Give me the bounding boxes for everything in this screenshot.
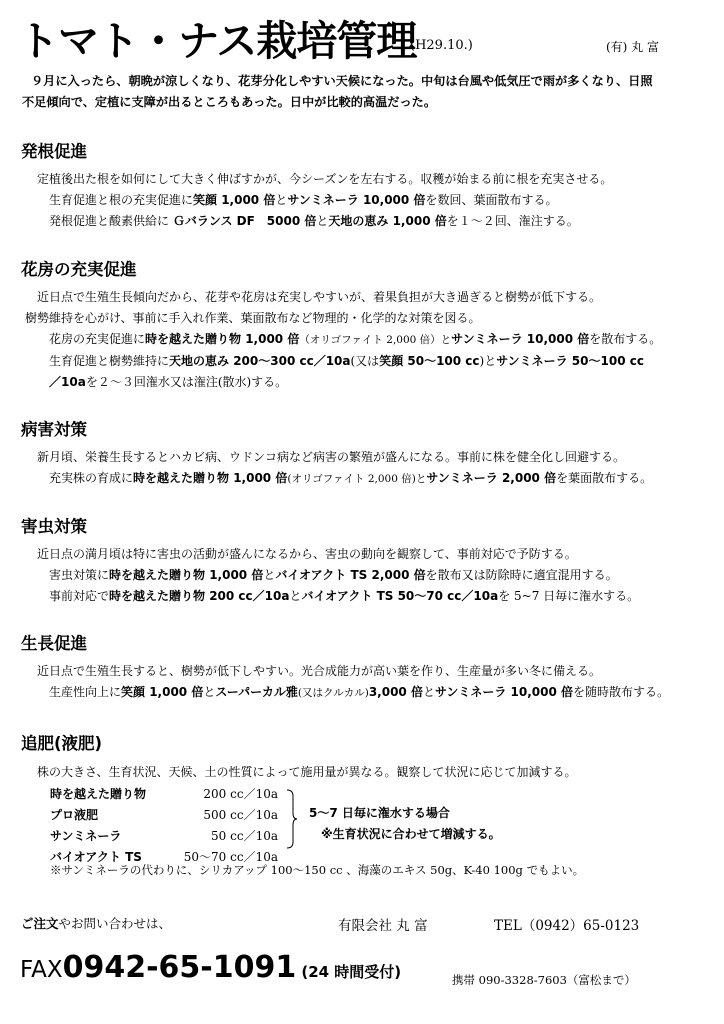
list-item: [50, 805, 350, 826]
fertilizer-amount: 500 cc／10a: [203, 808, 278, 822]
section-body-fert: [25, 762, 715, 783]
product-egao: 笑顔 1,000 倍: [193, 193, 276, 207]
fertilizer-amount: 50 cc／10a: [211, 829, 278, 843]
section-title-disease: 病害対策: [21, 420, 87, 439]
rooting-line-3: 発根促進と酸素供給に Ｇバランス DF 5000 倍と天地の恵み 1,000 倍を１～２回、潅注する。: [49, 214, 579, 228]
header: [18, 16, 708, 66]
flower-line-3: 花房の充実促進に時を越えた贈り物 1,000 倍（オリゴファイト 2,000 倍）とサンミネーラ 10,000 倍を散布する。: [49, 332, 662, 346]
flower-line-1: 近日点で生殖生長傾向だから、花芽や花房は充実しやすいが、着果負担が大き過ぎると樹勢が低下する。: [37, 290, 602, 304]
growth-line-2: 生産性向上に笑顔 1,000 倍とスーパーカル雅(又はクルカル)3,000 倍とサンミネーラ 10,000 倍を随時散布する。: [49, 685, 670, 699]
product-sanminera: サンミネーラ 50～100 cc: [496, 354, 644, 368]
fax-label: FAX: [20, 957, 63, 983]
product-egao: 笑顔 50～100 cc: [379, 354, 480, 368]
section-title-flower: 花房の充実促進: [21, 260, 137, 279]
product-sanminera: サンミネーラ 10,000 倍: [287, 193, 426, 207]
product-bioact: バイオアクト TS 2,000 倍: [275, 568, 426, 582]
product-sanminera: サンミネーラ 10,000 倍: [434, 685, 574, 699]
product-gbalance: Ｇバランス DF 5000 倍: [172, 214, 317, 228]
rooting-line-1: 定植後出た根を如何にして大きく伸ばすかが、今シーズンを左右する。収穫が始まる前に根を充実させる。: [37, 172, 613, 186]
product-sanminera: サンミネーラ 2,000 倍: [426, 471, 557, 485]
disease-line-1: 新月頃、栄養生長するとハカビ病、ウドンコ病など病害の繁殖が盛んになる。事前に株を健全化し回避する。: [37, 450, 626, 464]
flower-line-5: ／10aを２～３回潅水又は潅注(散水)する。: [49, 375, 288, 389]
issue-date: (H29.10.): [410, 38, 473, 53]
section-body-disease: [25, 447, 715, 490]
disease-line-2: 充実株の育成に時を越えた贈り物 1,000 倍(オリゴファイト 2,000 倍)とサンミネーラ 2,000 倍を葉面散布する。: [49, 471, 653, 485]
fertilizer-name: 時を越えた贈り物: [50, 787, 147, 801]
fertilizer-amount: 200 cc／10a: [203, 787, 278, 801]
fax-line: [20, 950, 401, 985]
section-body-growth: [25, 661, 715, 704]
intro-line-1: ９月に入ったら、朝晩が涼しくなり、花芽分化しやすい天候になった。中旬は台風や低気圧で雨が多くなり、日照: [31, 74, 653, 88]
brace-icon: [286, 789, 298, 849]
company-name: 有限会社 丸 富: [338, 918, 428, 934]
pest-line-1: 近日点の満月頃は特に害虫の活動が盛んになるから、害虫の動向を観察して、事前対応で予防する。: [37, 547, 577, 561]
author-name: (有) 丸 富: [606, 40, 659, 54]
intro-line-2: 不足傾向で、定植に支障が出るところもあった。日中が比較的高温だった。: [22, 95, 437, 109]
product-toki: 時を越えた贈り物 1,000 倍: [145, 332, 300, 346]
page-title: トマト・ナス栽培管理: [18, 17, 417, 65]
product-tenchi: 天地の恵み 1,000 倍: [328, 214, 447, 228]
fertilizer-name: バイオアクト TS: [50, 850, 142, 864]
flower-line-4: 生育促進と樹勢維持に天地の恵み 200～300 cc／10a(又は笑顔 50～100 cc)とサンミネーラ 50～100 cc: [49, 354, 644, 368]
product-toki: 時を越えた贈り物 1,000 倍: [133, 471, 288, 485]
mobile-number: 携帯 090-3328-7603（富松まで）: [452, 973, 636, 987]
product-bioact: バイオアクト TS 50～70 cc／10a: [301, 589, 499, 603]
product-tenchi: 天地の恵み 200～300 cc／10a: [169, 354, 351, 368]
product-toki: 時を越えた贈り物 1,000 倍: [109, 568, 264, 582]
product-egao: 笑顔 1,000 倍: [121, 685, 204, 699]
product-supercal: スーパーカル雅: [215, 685, 298, 699]
order-inquiry: ご注文やお問い合わせは、: [21, 916, 172, 931]
fertilizer-list: [50, 784, 350, 868]
flower-line-2: 樹勢維持を心がけ、事前に手入れ作業、葉面散布など物理的・化学的な対策を図る。: [25, 311, 481, 325]
section-body-flower: [25, 287, 715, 393]
fertilizer-note-line-2: ※生育状況に合わせて増減する。: [321, 827, 501, 841]
rooting-line-2: 生育促進と根の充実促進に笑顔 1,000 倍とサンミネーラ 10,000 倍を数回、葉面散布する。: [49, 193, 558, 207]
fax-hours: (24 時間受付): [301, 963, 402, 981]
section-title-rooting: 発根促進: [21, 142, 87, 161]
section-title-pest: 害虫対策: [21, 517, 87, 536]
pest-line-3: 事前対応で時を越えた贈り物 200 cc／10aとバイオアクト TS 50～70 cc／10aを 5~7 日毎に潅水する。: [49, 589, 640, 603]
section-body-pest: [25, 544, 715, 607]
fertilizer-note-line-1: 5～7 日毎に潅水する場合: [309, 806, 450, 820]
tel-number: TEL（0942）65-0123: [494, 918, 640, 934]
section-title-fert: 追肥(液肥): [21, 734, 103, 753]
growth-line-1: 近日点で生殖生長すると、樹勢が低下しやすい。光合成能力が高い葉を作り、生産量が多い冬に備える。: [37, 664, 602, 678]
fert-line-1: 株の大きさ、生育状況、天候、土の性質によって施用量が異なる。観察して状況に応じて加減する。: [37, 765, 577, 779]
product-sanminera: サンミネーラ 10,000 倍: [451, 332, 590, 346]
section-title-growth: 生長促進: [21, 634, 87, 653]
fax-number: 0942-65-1091: [62, 950, 297, 985]
fertilizer-footnote: ※サンミネーラの代わりに、シリカアップ 100～150 cc 、海藻のエキス 50g、K-40 100g でもよい。: [50, 863, 585, 877]
fertilizer-name: サンミネーラ: [50, 829, 122, 843]
fertilizer-amount: 50～70 cc／10a: [183, 850, 278, 864]
pest-line-2: 害虫対策に時を越えた贈り物 1,000 倍とバイオアクト TS 2,000 倍を散布又は防除時に適宜混用する。: [49, 568, 618, 582]
intro-paragraph: [22, 71, 708, 113]
fertilizer-name: プロ液肥: [50, 808, 99, 822]
product-toki: 時を越えた贈り物 200 cc／10a: [109, 589, 290, 603]
list-item: [50, 826, 350, 847]
section-body-rooting: [25, 169, 715, 232]
fertilizer-note: [309, 803, 501, 845]
list-item: [50, 784, 350, 805]
